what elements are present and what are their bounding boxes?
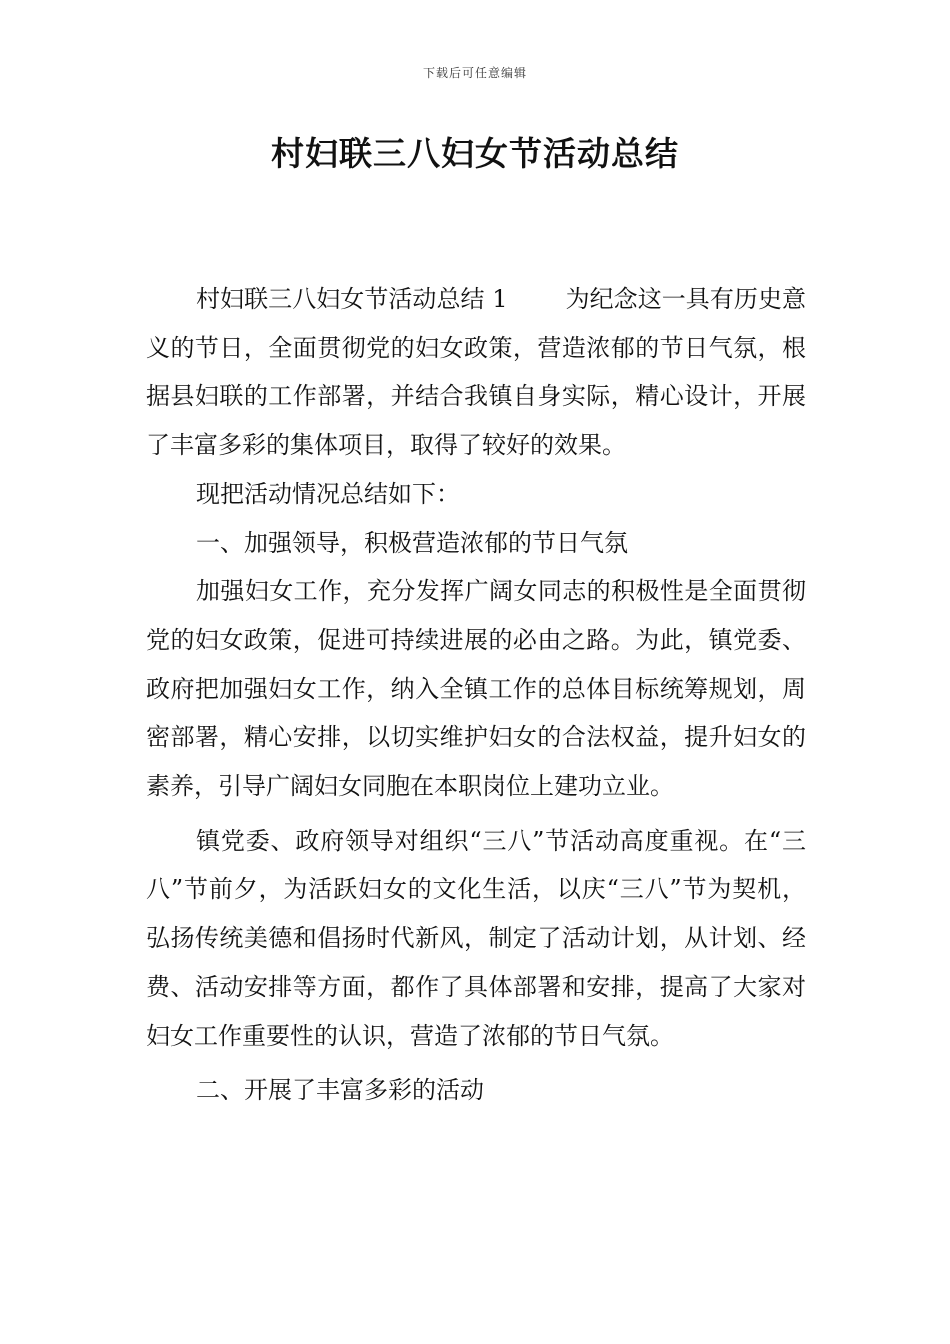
page-title: 村妇联三八妇女节活动总结 bbox=[271, 134, 679, 173]
intro-text: 为纪念这一具有历史意义的节日，全面贯彻党的妇女政策，营造浓郁的节日气氛，根据县妇联的工作部署，并结合我镇自身实际，精心设计，开展了丰富多彩的集体项目，取得了较好的效果。 bbox=[146, 285, 806, 460]
intro-paragraph bbox=[146, 275, 806, 470]
body-paragraph-2: 镇党委、政府领导对组织“三八”节活动高度重视。在“三八”节前夕，为活跃妇女的文化生活，以庆“三八”节为契机，弘扬传统美德和倡扬时代新风，制定了活动计划，从计划、经费、活动安排等方面，都作了具体部署和安排，提高了大家对妇女工作重要性的认识，营造了浓郁的节日气氛。 bbox=[146, 826, 806, 1050]
document-body bbox=[146, 275, 806, 1115]
section-heading-2: 二、开展了丰富多彩的活动 bbox=[196, 1076, 484, 1105]
intro-lead: 村妇联三八妇女节活动总结 1 bbox=[196, 285, 508, 313]
body-paragraph-1: 加强妇女工作，充分发挥广阔女同志的积极性是全面贯彻党的妇女政策，促进可持续进展的必由之路。为此，镇党委、政府把加强妇女工作，纳入全镇工作的总体目标统筹规划，周密部署，精心安排，以切实维护妇女的合法权益，提升妇女的素养，引导广阔妇女同胞在本职岗位上建功立业。 bbox=[146, 577, 806, 801]
header-note: 下载后可任意编辑 bbox=[422, 66, 527, 80]
section-heading-1: 一、加强领导，积极营造浓郁的节日气氛 bbox=[196, 528, 628, 557]
summary-lead-paragraph: 现把活动情况总结如下： bbox=[196, 479, 460, 508]
